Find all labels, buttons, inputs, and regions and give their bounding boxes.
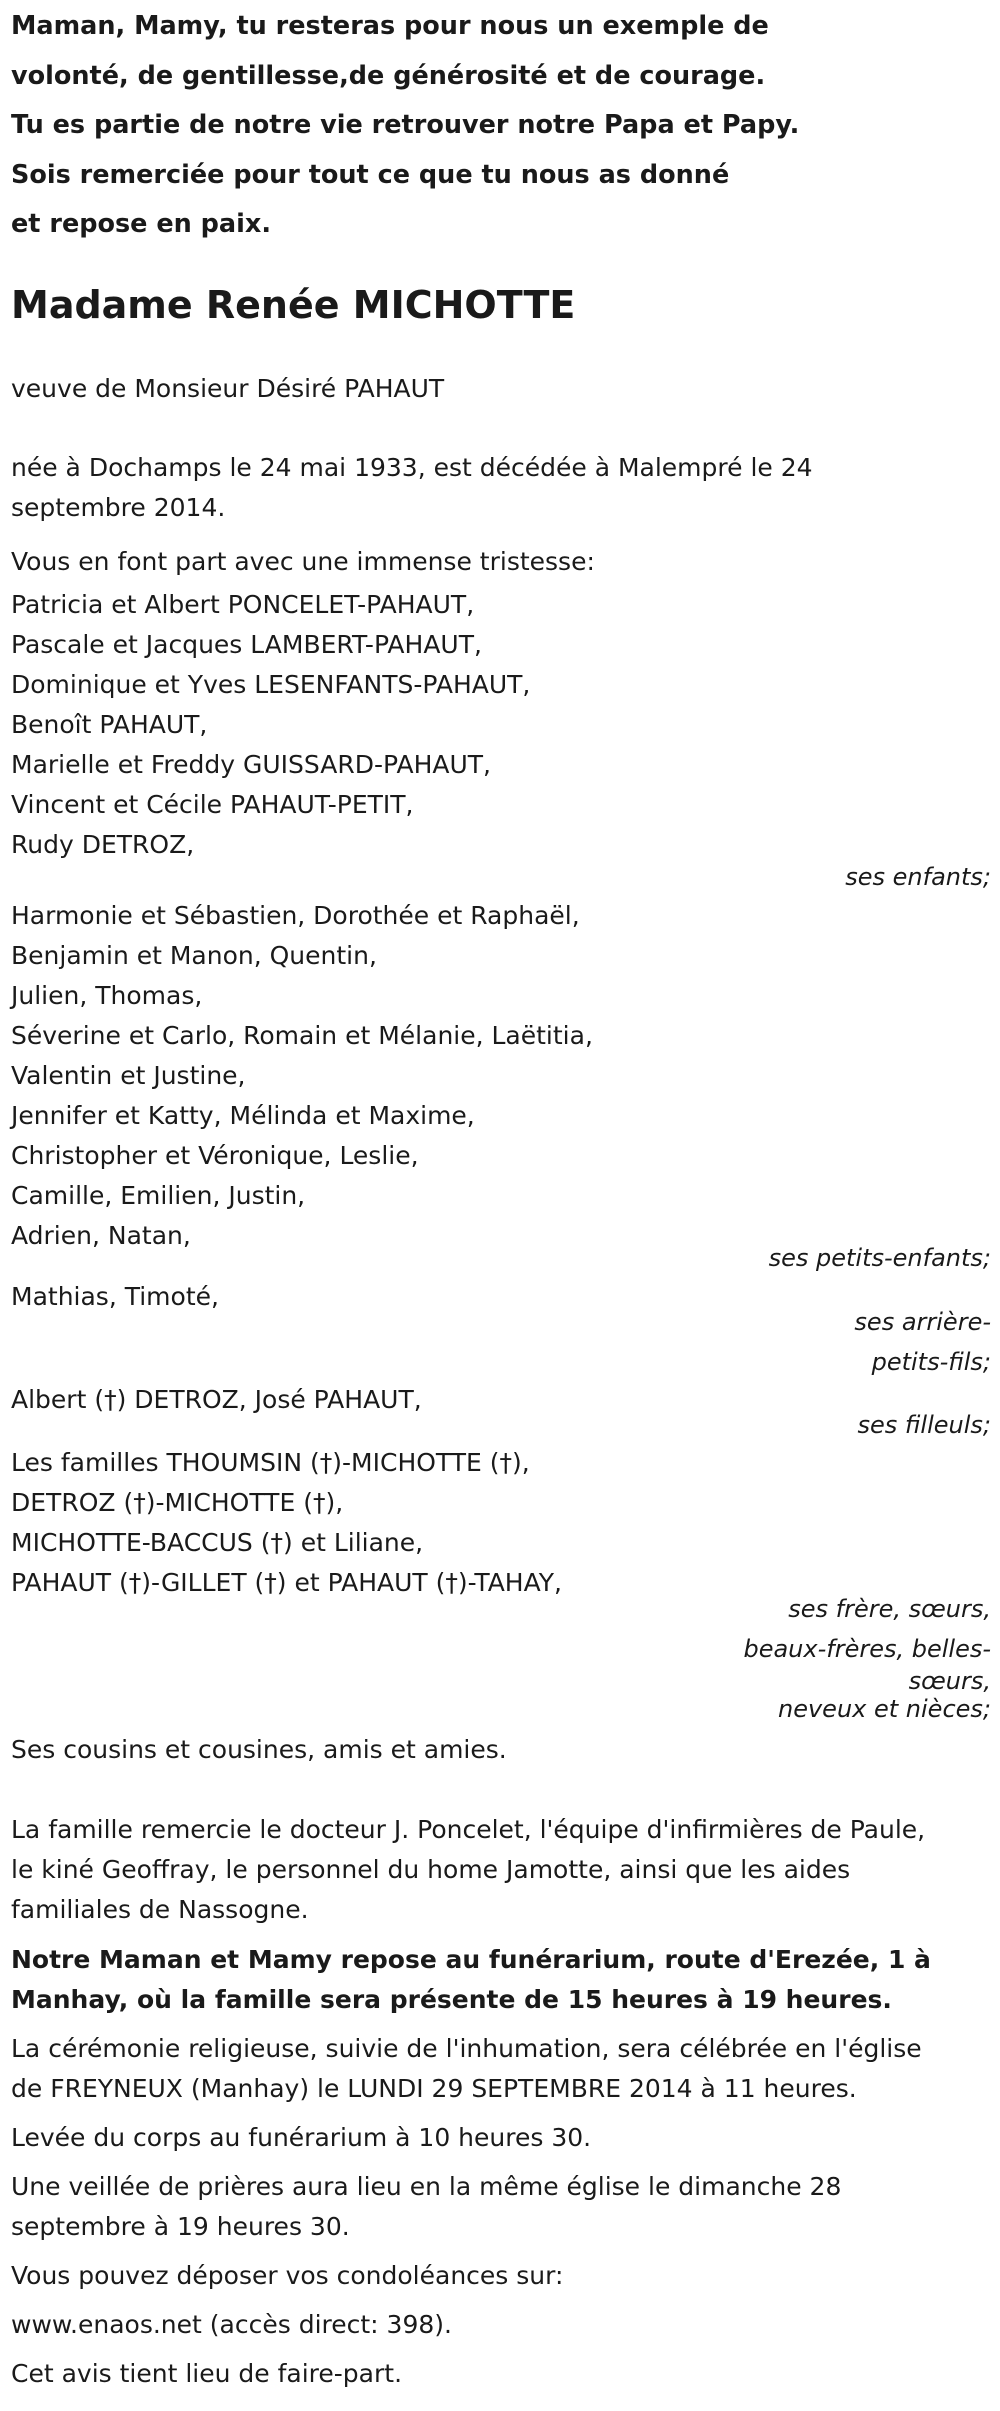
- list-item: Benjamin et Manon, Quentin,: [11, 941, 377, 970]
- birth-death-line: née à Dochamps le 24 mai 1933, est décédée à Malempré le 24: [11, 453, 813, 482]
- vigil-line: Une veillée de prières aura lieu en la même église le dimanche 28: [11, 2172, 842, 2201]
- list-item: Marielle et Freddy GUISSARD-PAHAUT,: [11, 750, 491, 779]
- birth-death-line: septembre 2014.: [11, 493, 226, 522]
- rest-info: [11, 1940, 931, 2020]
- rest-line: Manhay, où la famille sera présente de 15 heures à 19 heures.: [11, 1985, 892, 2014]
- list-item: Séverine et Carlo, Romain et Mélanie, Laëtitia,: [11, 1021, 593, 1050]
- intro-tribute: [11, 2, 799, 250]
- list-item: Rudy DETROZ,: [11, 830, 195, 859]
- list-item: Jennifer et Katty, Mélinda et Maxime,: [11, 1101, 475, 1130]
- list-item: Vincent et Cécile PAHAUT-PETIT,: [11, 790, 414, 819]
- thanks-text: [11, 1810, 925, 1930]
- role-line: beaux-frères, belles-: [743, 1635, 991, 1663]
- godchildren-role: ses filleuls;: [857, 1411, 991, 1439]
- closing-text: Cet avis tient lieu de faire-part.: [11, 2359, 403, 2388]
- birth-death: [11, 448, 813, 528]
- website-text: www.enaos.net (accès direct: 398).: [11, 2310, 452, 2339]
- list-item: Adrien, Natan,: [11, 1221, 191, 1250]
- widow-of: veuve de Monsieur Désiré PAHAUT: [11, 374, 445, 403]
- role-line: petits-fils;: [871, 1348, 991, 1376]
- ceremony-line: La cérémonie religieuse, suivie de l'inhumation, sera célébrée en l'église: [11, 2034, 922, 2063]
- levee-info: Levée du corps au funérarium à 10 heures 30.: [11, 2123, 592, 2152]
- list-item: Camille, Emilien, Justin,: [11, 1181, 306, 1210]
- ceremony-info: [11, 2029, 922, 2109]
- intro-line: et repose en paix.: [11, 209, 272, 239]
- thanks-line: le kiné Geoffray, le personnel du home Jamotte, ainsi que les aides: [11, 1855, 851, 1884]
- list-item: Valentin et Justine,: [11, 1061, 246, 1090]
- families-list: [11, 1443, 562, 1603]
- list-item: Pascale et Jacques LAMBERT-PAHAUT,: [11, 630, 482, 659]
- cousins-text: Ses cousins et cousines, amis et amies.: [11, 1735, 507, 1764]
- list-item: Les familles THOUMSIN (†)-MICHOTTE (†),: [11, 1448, 530, 1477]
- role-line: ses arrière-: [854, 1308, 991, 1336]
- great-grandchildren-names: Mathias, Timoté,: [11, 1282, 219, 1311]
- list-item: Benoît PAHAUT,: [11, 710, 208, 739]
- great-grandchildren-role: [854, 1302, 991, 1382]
- grandchildren-list: [11, 896, 593, 1256]
- condolences-text: Vous pouvez déposer vos condoléances sur:: [11, 2261, 564, 2290]
- thanks-line: familiales de Nassogne.: [11, 1895, 309, 1924]
- children-list: [11, 585, 530, 865]
- list-item: Christopher et Véronique, Leslie,: [11, 1141, 419, 1170]
- role-line: sœurs,: [908, 1667, 991, 1695]
- grandchildren-role: ses petits-enfants;: [768, 1244, 991, 1272]
- ceremony-line: de FREYNEUX (Manhay) le LUNDI 29 SEPTEMBRE 2014 à 11 heures.: [11, 2074, 857, 2103]
- families-role: [743, 1589, 991, 1724]
- intro-line: Maman, Mamy, tu resteras pour nous un exemple de: [11, 11, 769, 41]
- vigil-line: septembre à 19 heures 30.: [11, 2212, 350, 2241]
- list-item: PAHAUT (†)-GILLET (†) et PAHAUT (†)-TAHAY,: [11, 1568, 562, 1597]
- intro-line: Sois remerciée pour tout ce que tu nous as donné: [11, 159, 730, 190]
- announce-text: Vous en font part avec une immense tristesse:: [11, 547, 595, 576]
- thanks-line: La famille remercie le docteur J. Poncelet, l'équipe d'infirmières de Paule,: [11, 1815, 926, 1844]
- list-item: Dominique et Yves LESENFANTS-PAHAUT,: [11, 670, 531, 699]
- rest-line: Notre Maman et Mamy repose au funérarium, route d'Erezée, 1 à: [11, 1945, 931, 1974]
- list-item: Patricia et Albert PONCELET-PAHAUT,: [11, 590, 475, 619]
- list-item: Julien, Thomas,: [11, 981, 203, 1010]
- role-line: neveux et nièces;: [778, 1695, 991, 1723]
- list-item: MICHOTTE-BACCUS (†) et Liliane,: [11, 1528, 424, 1557]
- deceased-name: Madame Renée MICHOTTE: [11, 283, 576, 327]
- godchildren-names: Albert (†) DETROZ, José PAHAUT,: [11, 1385, 422, 1414]
- list-item: Harmonie et Sébastien, Dorothée et Raphaël,: [11, 901, 580, 930]
- intro-line: Tu es partie de notre vie retrouver notre Papa et Papy.: [11, 110, 800, 140]
- list-item: DETROZ (†)-MICHOTTE (†),: [11, 1488, 344, 1517]
- role-line: ses frère, sœurs,: [788, 1595, 991, 1623]
- children-role: ses enfants;: [845, 863, 991, 891]
- vigil-info: [11, 2167, 841, 2247]
- intro-line: volonté, de gentillesse,de générosité et de courage.: [11, 60, 766, 91]
